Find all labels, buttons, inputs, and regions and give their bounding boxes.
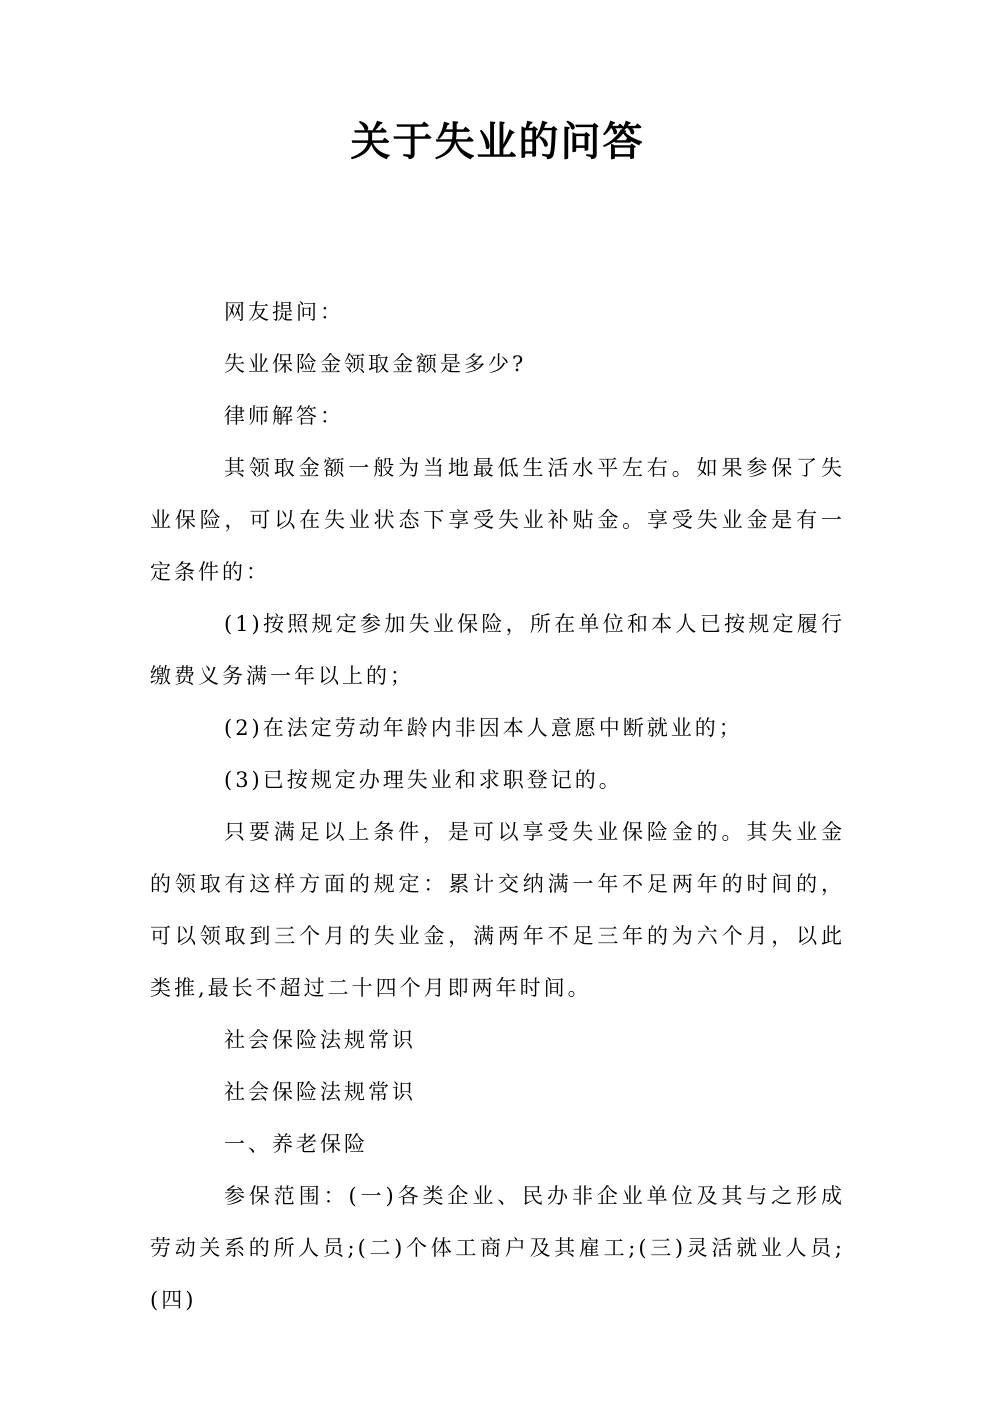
document-title: 关于失业的问答 — [350, 118, 645, 165]
paragraph-answer-label: 律师解答： — [224, 404, 344, 428]
paragraph-pension-insurance-heading: 一、养老保险 — [224, 1132, 368, 1156]
paragraph-question-text: 失业保险金领取金额是多少? — [224, 352, 527, 376]
paragraph-benefit-duration: 只要满足以上条件，是可以享受失业保险金的。其失业金的领取有这样方面的规定：累计交纳满一年不足两年的时间的，可以领取到三个月的失业金，满两年不足三年的为六个月，以此类推,最长不超过二十四个月即两年时间。 — [150, 820, 845, 1000]
paragraph-answer-intro: 其领取金额一般为当地最低生活水平左右。如果参保了失业保险，可以在失业状态下享受失业补贴金。享受失业金是有一定条件的： — [150, 456, 845, 584]
paragraph-social-insurance-heading-2: 社会保险法规常识 — [224, 1080, 416, 1104]
paragraph-coverage-scope: 参保范围：(一)各类企业、民办非企业单位及其与之形成劳动关系的所人员;(二)个体工商户及其雇工;(三)灵活就业人员;(四) — [150, 1184, 845, 1312]
paragraph-social-insurance-heading-1: 社会保险法规常识 — [224, 1028, 416, 1052]
document-body — [150, 286, 845, 1326]
paragraph-condition-2: (2)在法定劳动年龄内非因本人意愿中断就业的； — [224, 716, 743, 740]
paragraph-condition-1: (1)按照规定参加失业保险，所在单位和本人已按规定履行缴费义务满一年以上的； — [150, 612, 845, 688]
paragraph-condition-3: (3)已按规定办理失业和求职登记的。 — [224, 768, 623, 792]
paragraph-question-label: 网友提问： — [224, 300, 344, 324]
